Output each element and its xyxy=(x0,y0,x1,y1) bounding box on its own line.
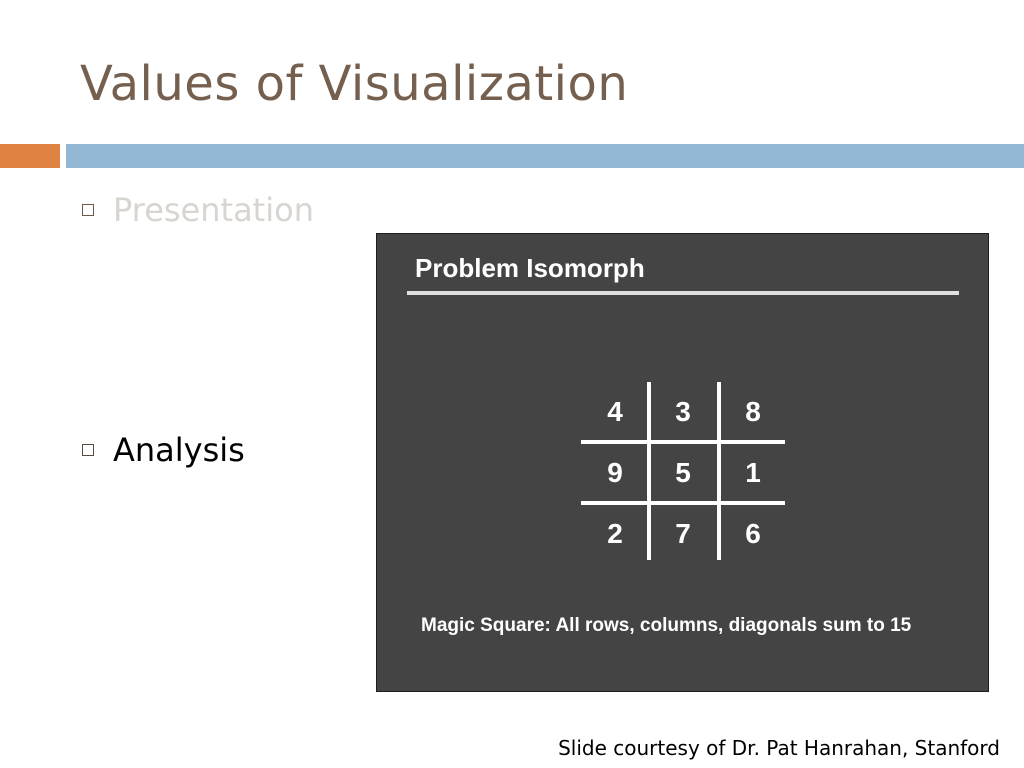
slide-credit: Slide courtesy of Dr. Pat Hanrahan, Stanford xyxy=(558,736,1000,760)
bullet-presentation xyxy=(82,190,314,230)
magic-square-cell: 3 xyxy=(675,396,691,427)
figure-title: Problem Isomorph xyxy=(415,253,645,283)
magic-square-grid xyxy=(581,382,785,560)
magic-square-cell: 1 xyxy=(745,457,761,488)
magic-square-cell: 5 xyxy=(675,457,691,488)
figure-caption: Magic Square: All rows, columns, diagonals sum to 15 xyxy=(421,615,912,636)
figure-title-rule xyxy=(407,291,959,295)
magic-square-cell: 4 xyxy=(607,396,623,427)
magic-square-cell: 6 xyxy=(745,518,761,549)
accent-bar-blue xyxy=(66,144,1024,168)
problem-isomorph-figure xyxy=(376,233,989,692)
magic-square-cell: 8 xyxy=(745,396,761,427)
magic-square-cell: 2 xyxy=(607,518,623,549)
accent-bar-orange xyxy=(0,144,60,168)
bullet-analysis xyxy=(82,430,245,470)
slide-title: Values of Visualization xyxy=(80,56,629,112)
bullet-label: Analysis xyxy=(113,431,245,469)
bullet-square-icon xyxy=(82,204,94,216)
magic-square-cell: 9 xyxy=(607,457,623,488)
bullet-label: Presentation xyxy=(113,191,314,229)
magic-square-cell: 7 xyxy=(675,518,691,549)
bullet-square-icon xyxy=(82,444,94,456)
